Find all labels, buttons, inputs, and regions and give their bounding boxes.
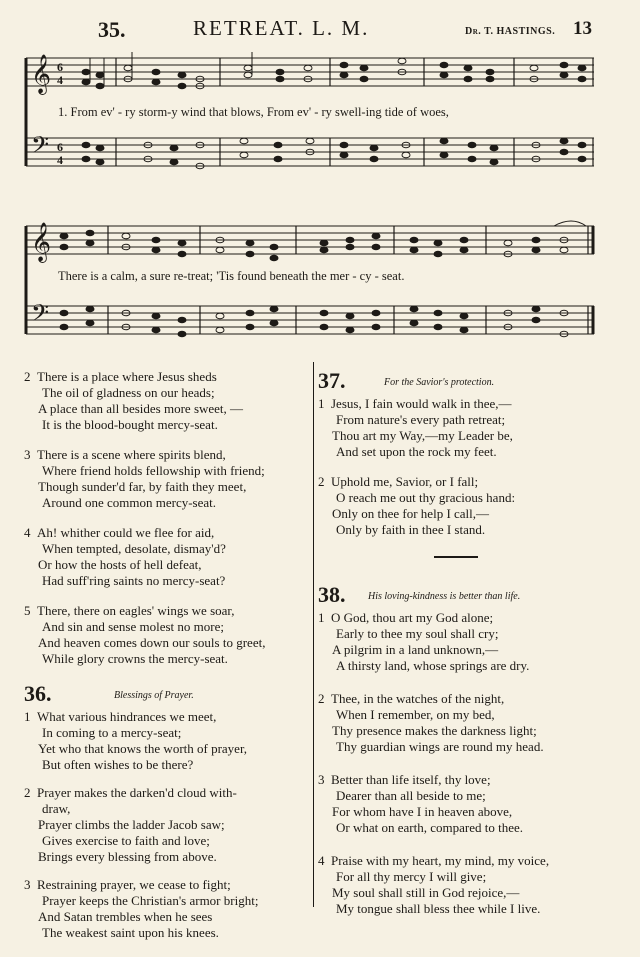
svg-text:6: 6: [57, 140, 63, 154]
verse-line: [318, 788, 618, 804]
verse-number: 2: [318, 691, 325, 706]
verse-line: [24, 741, 310, 757]
verse-line-text: And Satan trembles when he sees: [38, 909, 213, 924]
verse-line-text: Brings every blessing from above.: [38, 849, 217, 864]
composer: Dr. T. HASTINGS.: [465, 26, 556, 37]
verse-line: [318, 739, 618, 755]
verse: [318, 396, 618, 460]
hymn-37-verses: [318, 396, 618, 538]
hymn-38-number: 38.: [318, 582, 346, 607]
verse-line-text: And heaven comes down our souls to greet,: [38, 635, 266, 650]
verse-line-text: And set upon the rock my feet.: [336, 444, 497, 459]
hymn-37-number: 37.: [318, 368, 346, 393]
hymn-38-header: [318, 582, 618, 606]
verse-line: [318, 804, 618, 820]
verse-line: [318, 691, 618, 707]
verse-line-text: Yet who that knows the worth of prayer,: [38, 741, 248, 756]
verse-number: 2: [24, 785, 31, 800]
verse: [24, 877, 310, 941]
verse-line: [318, 626, 618, 642]
page-number: 13: [573, 18, 592, 39]
tune-title: RETREAT. L. M.: [193, 16, 370, 40]
verse-line-text: The weakest saint upon his knees.: [42, 925, 219, 940]
verse-line-text: draw,: [42, 801, 71, 816]
verse-line: [24, 463, 310, 479]
verse-line-text: Thee, in the watches of the night,: [331, 691, 505, 706]
verse-line-text: But often wishes to be there?: [42, 757, 194, 772]
svg-text:𝄢: 𝄢: [31, 299, 50, 332]
verse-line-text: For whom have I in heaven above,: [332, 804, 513, 819]
hymn-36-verses: [24, 709, 310, 941]
verse-line: [318, 723, 618, 739]
verse-number: 2: [24, 369, 31, 384]
verse-line-text: Where friend holds fellowship with friend;: [42, 463, 265, 478]
verse-line-text: While glory crowns the mercy-seat.: [42, 651, 228, 666]
verse-line-text: There, there on eagles' wings we soar,: [37, 603, 235, 618]
svg-text:𝄞: 𝄞: [31, 222, 52, 262]
verse-line: [24, 725, 310, 741]
hymn-36-header: [24, 681, 310, 705]
verse: [318, 853, 618, 917]
verse-line: [318, 522, 618, 538]
hymn-number: 35.: [98, 17, 126, 42]
verse-line: [318, 642, 618, 658]
verse-line: [24, 385, 310, 401]
verse-number: 1: [318, 610, 325, 625]
verse-line: [24, 757, 310, 773]
verse-line-text: Had suff'ring saints no mercy-seat?: [42, 573, 226, 588]
verse-line: [318, 820, 618, 836]
verse-line: [318, 869, 618, 885]
verse-line: [318, 444, 618, 460]
verse: [318, 474, 618, 538]
verse-line: [318, 853, 618, 869]
lyrics-line-2: There is a calm, a sure re-treat; 'Tis found beneath the mer - cy - seat.: [58, 269, 405, 283]
svg-text:4: 4: [57, 73, 63, 87]
verse-line: [318, 901, 618, 917]
verse-line-text: O God, thou art my God alone;: [331, 610, 494, 625]
hymn-35-verses: [24, 369, 310, 667]
verse-number: 5: [24, 603, 31, 618]
verse-line-text: Prayer climbs the ladder Jacob saw;: [38, 817, 225, 832]
verse: [318, 691, 618, 755]
verse-line: [24, 801, 310, 817]
verse-line: [24, 925, 310, 941]
verse-line-text: Around one common mercy-seat.: [42, 495, 217, 510]
verse-line: [318, 772, 618, 788]
verse-line: [318, 506, 618, 522]
verse-line: [24, 817, 310, 833]
verse-line-text: My soul shall still in God rejoice,—: [332, 885, 520, 900]
verse-number: 1: [318, 396, 325, 411]
verse-line-text: Prayer keeps the Christian's armor bright;: [42, 893, 259, 908]
verse-line-text: Prayer makes the darken'd cloud with-: [37, 785, 237, 800]
verse-line-text: Better than life itself, thy love;: [331, 772, 491, 787]
verse-line: [318, 428, 618, 444]
verse-line: [24, 541, 310, 557]
verse-line-text: In coming to a mercy-seat;: [42, 725, 182, 740]
verse-line: [24, 893, 310, 909]
hymn-36-number: 36.: [24, 681, 52, 706]
verse: [24, 525, 310, 589]
verse-number: 3: [318, 772, 325, 787]
verse: [318, 772, 618, 836]
verse-line-text: A place than all besides more sweet, —: [38, 401, 244, 416]
verse-number: 4: [24, 525, 31, 540]
verse-line: [24, 369, 310, 385]
hymn-38-verses: [318, 610, 618, 917]
verse-line: [318, 490, 618, 506]
verse: [24, 447, 310, 511]
verse-line-text: Uphold me, Savior, or I fall;: [331, 474, 479, 489]
verse-line: [24, 877, 310, 893]
verse-line: [24, 495, 310, 511]
svg-text:6: 6: [57, 60, 63, 74]
svg-text:4: 4: [57, 153, 63, 167]
verse-line: [24, 785, 310, 801]
section-rule: [434, 556, 478, 558]
lyrics-line-1: 1. From ev' - ry storm-y wind that blows, From ev' - ry swell-ing tide of woes,: [58, 105, 449, 119]
verse-line: [24, 557, 310, 573]
verse-line-text: Or what on earth, compared to thee.: [336, 820, 523, 835]
verse-line: [24, 479, 310, 495]
verse-line: [24, 603, 310, 619]
verse-line: [318, 707, 618, 723]
verse-line-text: When tempted, desolate, dismay'd?: [42, 541, 226, 556]
verse-line-text: A thirsty land, whose springs are dry.: [336, 658, 530, 673]
verse-line-text: Or how the hosts of hell defeat,: [38, 557, 202, 572]
svg-text:𝄞: 𝄞: [31, 54, 52, 94]
verse-line-text: There is a scene where spirits blend,: [37, 447, 226, 462]
verse-line: [318, 396, 618, 412]
verse: [24, 603, 310, 667]
verse-line-text: My tongue shall bless thee while I live.: [336, 901, 541, 916]
verse-line-text: There is a place where Jesus sheds: [37, 369, 217, 384]
verse-line: [24, 417, 310, 433]
verse-line: [24, 849, 310, 865]
verse-line-text: Though sunder'd far, by faith they meet,: [38, 479, 247, 494]
hymn-38-caption: His loving-kindness is better than life.: [368, 591, 521, 602]
verse-line-text: Ah! whither could we flee for aid,: [37, 525, 215, 540]
verse-line-text: Early to thee my soul shall cry;: [336, 626, 499, 641]
verse-line-text: Thy guardian wings are round my head.: [336, 739, 544, 754]
verse-line: [24, 909, 310, 925]
verse-number: 2: [318, 474, 325, 489]
verse-number: 3: [24, 877, 31, 892]
verse-line: [318, 610, 618, 626]
hymn-37-caption: For the Savior's protection.: [384, 377, 495, 388]
verse-number: 4: [318, 853, 325, 868]
verse: [24, 709, 310, 773]
hymn-37-header: [318, 368, 618, 392]
hymn-36-caption: Blessings of Prayer.: [114, 690, 194, 701]
verse-line-text: Jesus, I fain would walk in thee,—: [331, 396, 512, 411]
verse-line: [24, 401, 310, 417]
verse: [24, 369, 310, 433]
verse-line: [318, 658, 618, 674]
verse-line-text: It is the blood-bought mercy-seat.: [42, 417, 218, 432]
right-column: [318, 368, 618, 934]
verse-line-text: Only by faith in thee I stand.: [336, 522, 486, 537]
svg-text:𝄢: 𝄢: [31, 131, 50, 164]
verse-number: 1: [24, 709, 31, 724]
verse-line: [24, 525, 310, 541]
verse-line-text: Praise with my heart, my mind, my voice,: [331, 853, 550, 868]
verse: [24, 785, 310, 865]
verse-line: [318, 474, 618, 490]
verse-line: [24, 573, 310, 589]
verse-line-text: What various hindrances we meet,: [37, 709, 217, 724]
verse-line-text: And sin and sense molest no more;: [42, 619, 224, 634]
verse-line-text: A pilgrim in a land unknown,—: [332, 642, 499, 657]
verse-line-text: Only on thee for help I call,—: [332, 506, 490, 521]
verse-line-text: For all thy mercy I will give;: [336, 869, 487, 884]
verse-line: [318, 885, 618, 901]
verse-number: 3: [24, 447, 31, 462]
verse-line: [24, 651, 310, 667]
verse-line: [24, 833, 310, 849]
verse-line-text: Thy presence makes the darkness light;: [332, 723, 537, 738]
verse-line-text: O reach me out thy gracious hand:: [336, 490, 516, 505]
verse-line: [24, 619, 310, 635]
verse-line-text: Dearer than all beside to me;: [336, 788, 486, 803]
verse-line-text: Gives exercise to faith and love;: [42, 833, 210, 848]
verse-line-text: Thou art my Way,—my Leader be,: [332, 428, 513, 443]
column-divider: [313, 362, 314, 907]
verse: [318, 610, 618, 674]
left-column: [24, 369, 310, 953]
verse-line: [24, 635, 310, 651]
verse-line-text: The oil of gladness on our heads;: [42, 385, 215, 400]
verse-line-text: When I remember, on my bed,: [336, 707, 495, 722]
verse-line-text: From nature's every path retreat;: [336, 412, 506, 427]
verse-line-text: Restraining prayer, we cease to fight;: [37, 877, 231, 892]
verse-line: [24, 709, 310, 725]
verse-line: [24, 447, 310, 463]
verse-line: [318, 412, 618, 428]
